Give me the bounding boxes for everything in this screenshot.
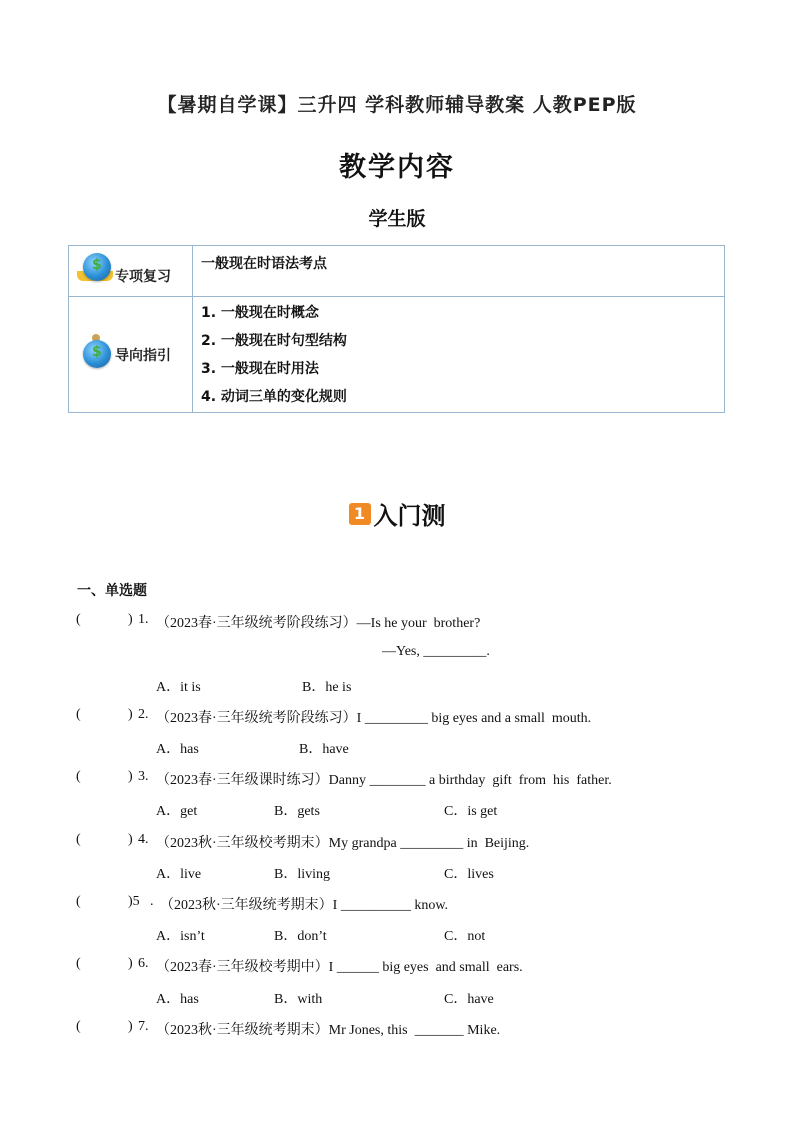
review-label: 专项复习: [115, 269, 171, 285]
answer-paren-close: ): [128, 1019, 133, 1034]
section-heading: [0, 496, 794, 531]
guide-item: 3. 一般现在时用法: [201, 361, 319, 377]
option-c[interactable]: C．lives: [444, 867, 494, 882]
question-number: 2.: [138, 707, 149, 722]
option-a[interactable]: A．it is: [156, 680, 201, 695]
sub-title: 学生版: [368, 208, 426, 230]
question-text: （2023春·三年级课时练习）Danny ________ a birthday gift from his father.: [156, 773, 612, 788]
guide-list: [201, 304, 347, 416]
option-b[interactable]: B．with: [274, 992, 323, 1007]
answer-paren-open: (: [76, 1019, 81, 1034]
question-answer-line: —Yes, _________.: [382, 644, 490, 659]
question-number: .: [150, 894, 154, 909]
guide-label: 导向指引: [115, 348, 171, 364]
option-b[interactable]: B．don’t: [274, 929, 327, 944]
question-text: （2023春·三年级统考阶段练习）—Is he your brother?: [156, 616, 481, 631]
question-text: （2023秋·三年级统考期末）Mr Jones, this _______ Mike.: [156, 1023, 501, 1038]
document-header-title: 【暑期自学课】三升四 学科教师辅导教案 人教PEP版: [157, 94, 637, 116]
question-text: （2023春·三年级校考期中）I ______ big eyes and small ears.: [156, 960, 523, 975]
question-number: 3.: [138, 769, 149, 784]
option-c[interactable]: C．not: [444, 929, 486, 944]
table-row-review: [69, 246, 724, 297]
answer-paren-close: ): [128, 769, 133, 784]
guide-item: 4. 动词三单的变化规则: [201, 389, 347, 405]
info-table: [68, 245, 725, 413]
main-title: 教学内容: [339, 152, 455, 183]
globe-book-icon: [81, 253, 113, 285]
option-b[interactable]: B．he is: [302, 680, 352, 695]
table-row-guide: [69, 296, 724, 413]
question-number: 1.: [138, 612, 149, 627]
option-c[interactable]: C．is get: [444, 804, 498, 819]
option-a[interactable]: A．live: [156, 867, 202, 882]
guide-item: 2. 一般现在时句型结构: [201, 333, 347, 349]
answer-paren-open: (: [76, 612, 81, 627]
option-b[interactable]: B．have: [299, 742, 349, 757]
option-b[interactable]: B．living: [274, 867, 331, 882]
option-b[interactable]: B．gets: [274, 804, 320, 819]
answer-paren-open: (: [76, 894, 81, 909]
answer-paren-close: ): [128, 832, 133, 847]
question-text: （2023春·三年级统考阶段练习）I _________ big eyes and a small mouth.: [156, 711, 592, 726]
section-number-badge: 1: [349, 503, 371, 525]
globe-pin-icon: [81, 334, 113, 366]
answer-paren-open: (: [76, 769, 81, 784]
option-a[interactable]: A．isn’t: [156, 929, 205, 944]
section-title: 入门测: [373, 502, 446, 530]
option-a[interactable]: A．has: [156, 992, 199, 1007]
review-label-cell: [81, 252, 171, 286]
guide-item: 1. 一般现在时概念: [201, 305, 319, 321]
answer-paren-open: (: [76, 832, 81, 847]
answer-paren-close: )5: [128, 894, 140, 909]
answer-paren-close: ): [128, 707, 133, 722]
question-number: 4.: [138, 832, 149, 847]
review-content: 一般现在时语法考点: [201, 256, 327, 272]
option-a[interactable]: A．has: [156, 742, 199, 757]
answer-paren-open: (: [76, 707, 81, 722]
question-text: （2023秋·三年级统考期末）I __________ know.: [160, 898, 449, 913]
answer-paren-close: ): [128, 956, 133, 971]
answer-paren-open: (: [76, 956, 81, 971]
answer-paren-close: ): [128, 612, 133, 627]
question-number: 6.: [138, 956, 149, 971]
question-text: （2023秋·三年级校考期末）My grandpa _________ in Beijing.: [156, 836, 530, 851]
guide-label-cell: [81, 334, 171, 366]
option-c[interactable]: C．have: [444, 992, 494, 1007]
question-type-heading: 一、单选题: [77, 583, 147, 599]
question-number: 7.: [138, 1019, 149, 1034]
option-a[interactable]: A．get: [156, 804, 198, 819]
